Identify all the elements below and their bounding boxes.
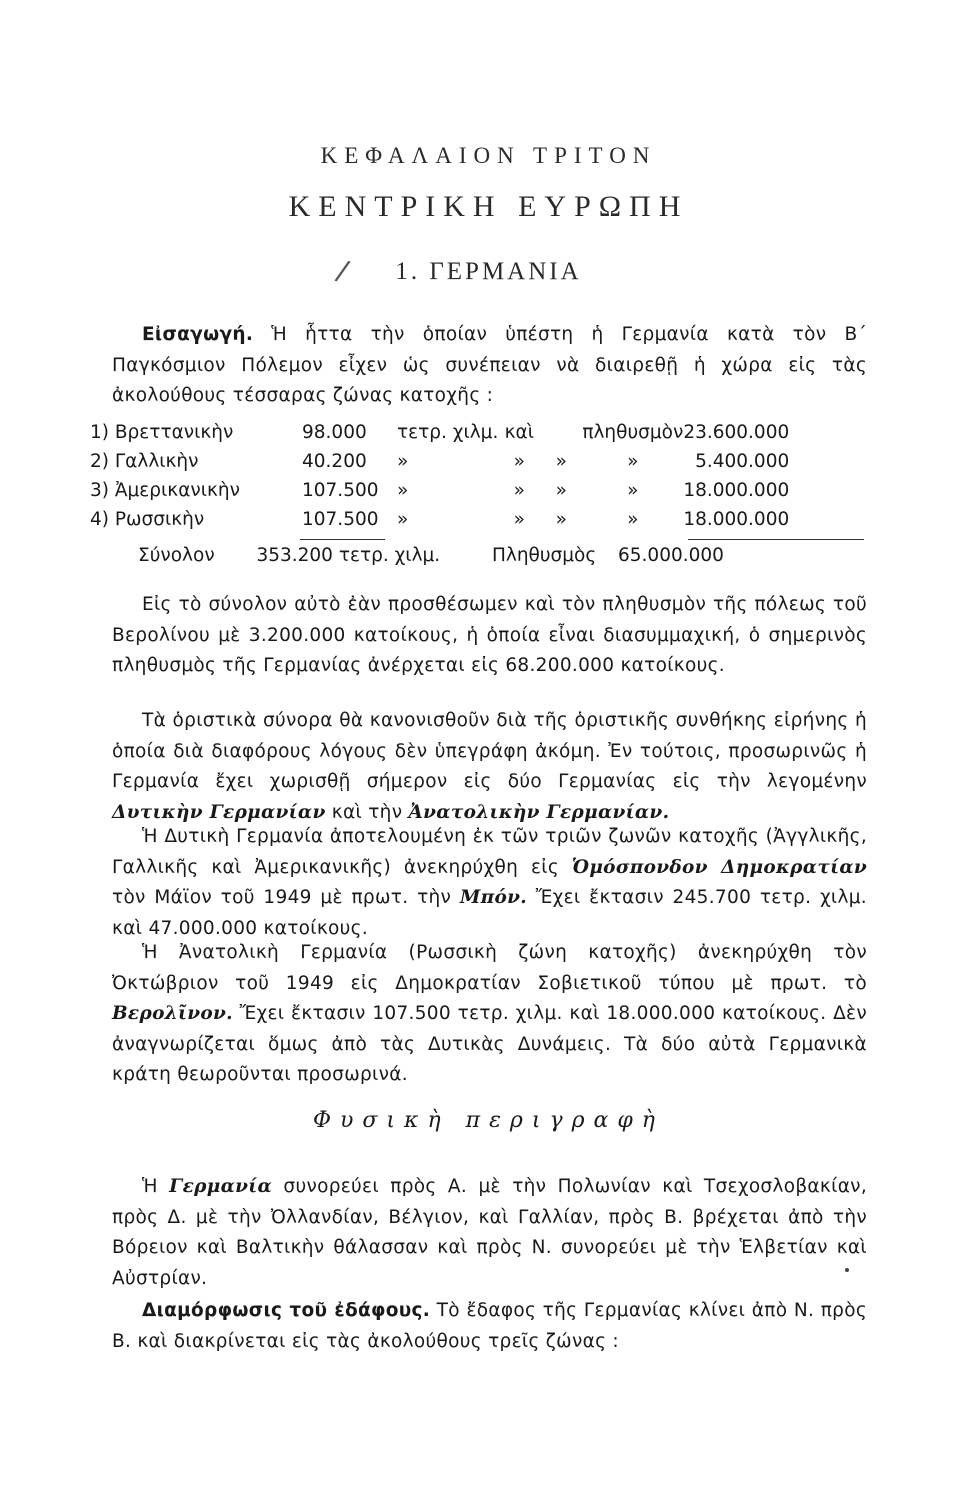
zone-population: 18.000.000 [683, 509, 790, 530]
ink-speck [845, 1268, 849, 1272]
paragraph-text: τὸν Μάϊον τοῦ 1949 μὲ πρωτ. τὴν [112, 887, 460, 908]
zone-ditto: » [513, 451, 525, 472]
zone-ditto [540, 418, 582, 447]
emphasis-east-germany: Ἀνατολικὴν Γερμανίαν. [408, 801, 670, 823]
zone-area: 107.500 [302, 509, 379, 530]
intro-label: Εἰσαγωγή. [142, 324, 254, 345]
zone-ditto: » [555, 509, 567, 530]
zones-table [90, 418, 789, 534]
zone-area: 107.500 [302, 480, 379, 501]
paragraph-text: Ἡ Δυτικὴ Γερμανία ἀποτελουμένη ἐκ τῶν τριῶν ζωνῶν κατοχῆς (Ἀγγλικῆς, Γαλλικῆς καὶ Ἀμερικανικῆς) ἀνεκηρύχθη εἰς [112, 826, 867, 878]
paragraph-east-germany [112, 938, 867, 1091]
zone-name: 1) Βρεττανικὴν [90, 422, 234, 443]
paragraph-text: Τὰ ὁριστικὰ σύνορα θὰ κανονισθοῦν διὰ τῆς ὁριστικῆς συνθήκης εἰρήνης ἡ ὁποία διὰ διαφόρους λόγους δὲν ὑπεγράφη ἀκόμη. Ἐν τούτοις, προσωρινῶς ἡ Γερμανία ἔχει χωρισθῇ σήμερον εἰς δύο Γερμανίας εἰς τὴν λεγομένην [112, 710, 867, 792]
paragraph-borders-physical [112, 1172, 867, 1294]
zone-ditto: » [627, 480, 639, 501]
emphasis-federal-republic: Ὁμόσπονδον Δημοκρατίαν [571, 856, 867, 878]
total-label: Σύνολον [138, 545, 215, 566]
paragraph-text: συνορεύει πρὸς Α. μὲ τὴν Πολωνίαν καὶ Τσεχοσλοβακίαν, πρὸς Δ. μὲ τὴν Ὀλλανδίαν, Βέλγιον, καὶ Γαλλίαν, πρὸς Β. βρέχεται ἀπὸ τὴν Βόρειον καὶ Βαλτικὴν θάλασσαν καὶ πρὸς Ν. συνορεύει μὲ τὴν Ἑλβετίαν καὶ Αὐστρίαν. [112, 1176, 867, 1289]
zone-unit: τετρ. χιλμ. [397, 422, 499, 443]
intro-paragraph [112, 320, 867, 412]
zone-ditto: » [513, 480, 525, 501]
total-pop-label: Πληθυσμὸς [491, 545, 597, 566]
emphasis-berlin: Βερολῖνον. [112, 1003, 233, 1024]
zone-unit: » [397, 480, 409, 501]
paragraph-text: Ἡ [142, 1176, 170, 1197]
chapter-heading: ΚΕΦΑΛΑΙΟΝ ΤΡΙΤΟΝ [320, 143, 657, 168]
zone-unit: » [397, 451, 409, 472]
zone-population: 5.400.000 [695, 451, 790, 472]
zone-area: 40.200 [302, 451, 367, 472]
zone-area: 98.000 [302, 422, 367, 443]
paragraph-text: Ἔχει ἔκτασιν 107.500 τετρ. χιλμ. καὶ 18.000.000 κατοίκους. Δὲν ἀναγνωρίζεται ὅμως ἀπὸ τὰς Δυτικὰς Δυνάμεις. Τὰ δύο αὐτὰ Γερμανικὰ κράτη θεωροῦνται προσωρινά. [112, 1003, 867, 1085]
terrain-label: Διαμόρφωσις τοῦ ἐδάφους. [142, 1300, 431, 1321]
paragraph-terrain [112, 1296, 867, 1357]
emphasis-bonn: Μπόν. [459, 887, 528, 908]
pencil-tick-mark: / [333, 253, 353, 288]
paragraph-berlin: Εἰς τὸ σύνολον αὐτὸ ἐὰν προσθέσωμεν καὶ τὸν πληθυσμὸν τῆς πόλεως τοῦ Βερολίνου μὲ 3.200.000 κατοίκους, ἡ ὁποία εἶναι διασυμμαχική, ὁ σημερινὸς πληθυσμὸς τῆς Γερμανίας ἀνέρχεται εἰς 68.200.000 κατοίκους. [112, 594, 867, 676]
zone-ditto: » [513, 509, 525, 530]
sum-rule-population [688, 539, 864, 540]
sum-rule-area [300, 539, 385, 540]
zone-row [90, 447, 789, 476]
zone-unit: » [397, 509, 409, 530]
section-heading-physical-description: Φυσικὴ περιγραφὴ [312, 1108, 664, 1133]
zone-row [90, 476, 789, 505]
zone-ditto: » [627, 451, 639, 472]
zone-ditto: καὶ [504, 422, 534, 443]
zone-name: 4) Ρωσσικὴν [90, 509, 205, 530]
zone-ditto: πληθυσμὸν [582, 422, 684, 443]
country-heading: 1. ΓΕΡΜΑΝΙΑ [395, 258, 582, 285]
zone-ditto: » [555, 480, 567, 501]
zone-population: 23.600.000 [683, 422, 790, 443]
zone-name: 2) Γαλλικὴν [90, 451, 199, 472]
zone-ditto: » [627, 509, 639, 530]
total-area: 353.200 [256, 545, 333, 566]
paragraph-text: καὶ τὴν [325, 801, 409, 823]
emphasis-germany: Γερμανία [169, 1176, 273, 1197]
total-unit: τετρ. χιλμ. [338, 545, 441, 566]
zone-population: 18.000.000 [683, 480, 790, 501]
zone-ditto: » [555, 451, 567, 472]
total-row [138, 545, 724, 566]
paragraph-text: Ἔχει ἔκτασιν 245.700 τετρ. χιλμ. καὶ 47.000.000 κατοίκους. [112, 887, 867, 939]
paragraph-west-germany [112, 822, 867, 944]
total-population: 65.000.000 [618, 545, 724, 566]
zone-row [90, 505, 789, 534]
emphasis-west-germany: Δυτικὴν Γερμανίαν [112, 801, 326, 823]
paragraph-borders [112, 706, 867, 828]
region-heading: ΚΕΝΤΡΙΚΗ ΕΥΡΩΠΗ [288, 190, 689, 223]
paragraph-text: Ἡ Ἀνατολικὴ Γερμανία (Ρωσσικὴ ζώνη κατοχῆς) ἀνεκηρύχθη τὸν Ὀκτώβριον τοῦ 1949 εἰς Δημοκρατίαν Σοβιετικοῦ τύπου μὲ πρωτ. τὸ [112, 942, 867, 994]
zone-row [90, 418, 789, 447]
paragraph-text: Τὸ ἔδαφος τῆς Γερμανίας κλίνει ἀπὸ Ν. πρὸς Β. καὶ διακρίνεται εἰς τὰς ἀκολούθους τρεῖς ζώνας : [112, 1300, 867, 1352]
intro-text: Ἡ ἧττα τὴν ὁποίαν ὑπέστη ἡ Γερμανία κατὰ τὸν Β΄ Παγκόσμιον Πόλεμον εἶχεν ὡς συνέπειαν νὰ διαιρεθῇ ἡ χώρα εἰς τὰς ἀκολούθους τέσσαρας ζώνας κατοχῆς : [112, 324, 867, 406]
zone-name: 3) Ἀμερικανικὴν [90, 480, 240, 501]
